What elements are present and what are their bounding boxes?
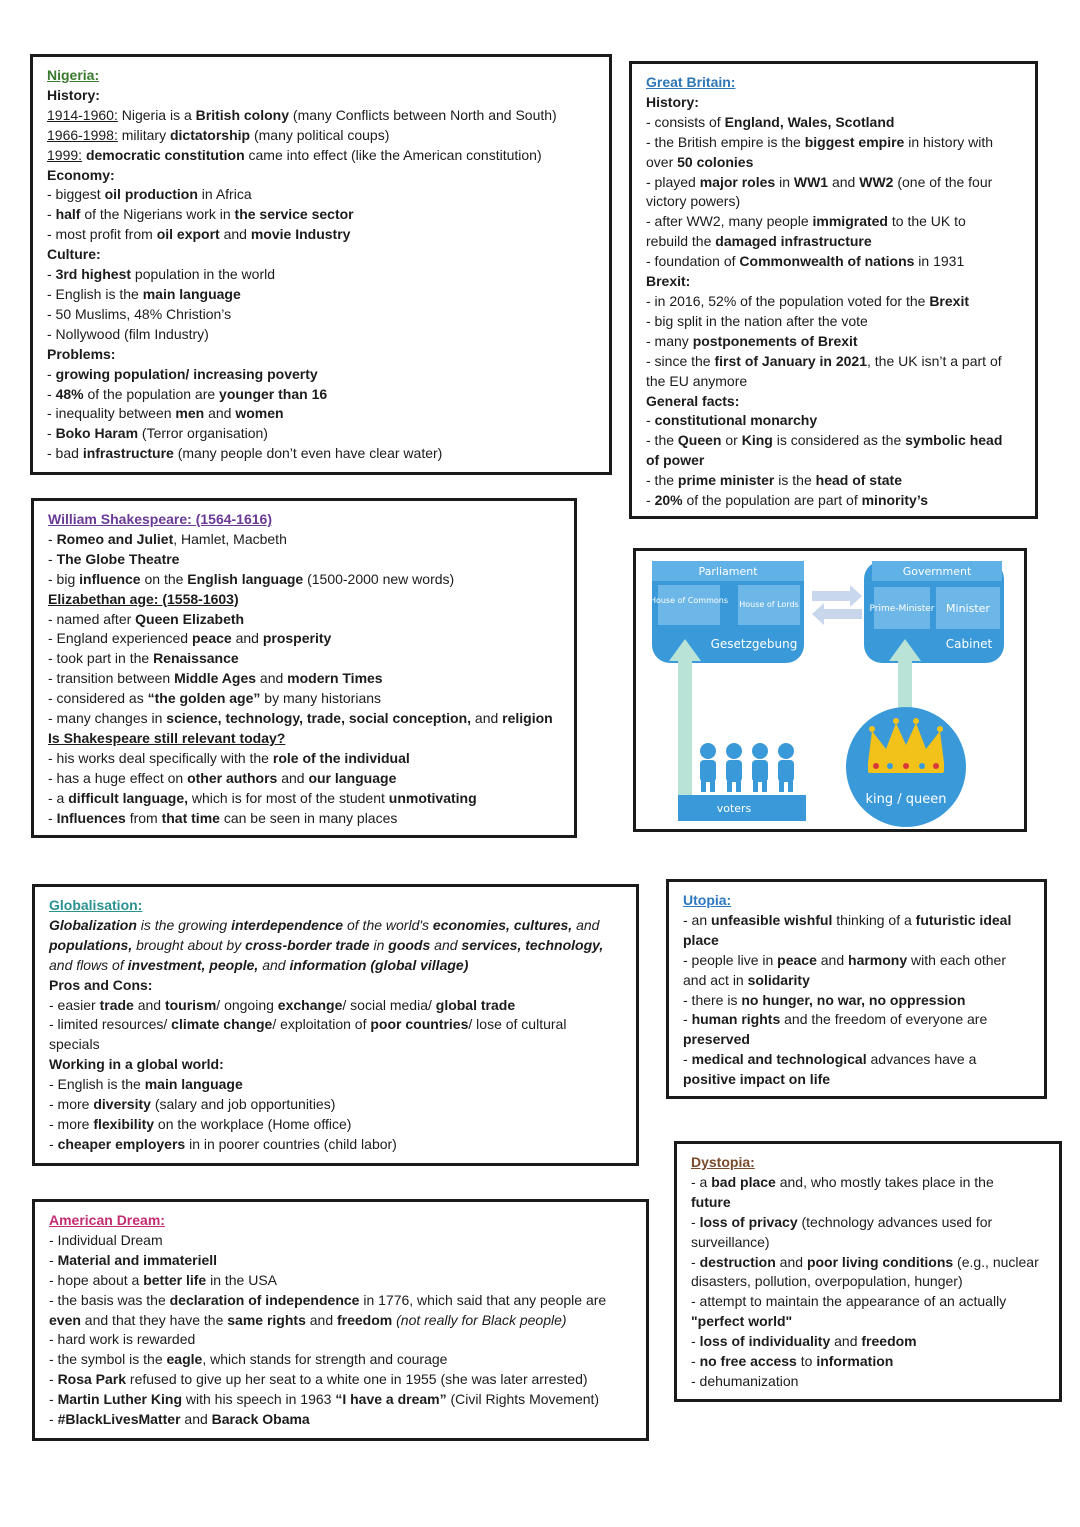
text-segment: WW2 xyxy=(859,173,894,190)
text-segment: Material and immateriell xyxy=(57,1251,218,1268)
bullet-line: - most profit from oil export and movie Industry xyxy=(47,226,351,243)
text-segment: and xyxy=(430,936,462,953)
text-segment: damaged infrastructure xyxy=(715,233,872,250)
bullet-line: - dehumanization xyxy=(691,1372,799,1389)
bullet-line: - English is the main language xyxy=(47,285,241,302)
text-segment: cheaper employers xyxy=(57,1135,186,1152)
utopia-title: Utopia: xyxy=(683,892,732,908)
text-segment: main language xyxy=(142,285,241,302)
bullet-line: - half of the Nigerians work in the service sector xyxy=(47,206,354,223)
text-segment: and flows of xyxy=(49,956,128,973)
text-segment: harmony xyxy=(848,951,908,968)
uk-government-diagram-svg xyxy=(636,551,1024,829)
bullet-line: - Romeo and Juliet, Hamlet, Macbeth xyxy=(48,530,287,547)
text-segment: information xyxy=(816,1353,894,1370)
section-label: General facts: xyxy=(646,392,740,409)
bullet-line: - Boko Haram (Terror organisation) xyxy=(47,425,268,442)
text-segment: cross-border trade xyxy=(245,936,370,953)
bullet-line: - Martin Luther King with his speech in 1963 “I have a dream” (Civil Rights Movement) xyxy=(49,1391,600,1408)
bullet-line: - medical and technological advances have a xyxy=(683,1051,977,1068)
text-segment: women xyxy=(235,405,284,422)
text-segment: men xyxy=(175,405,205,422)
text-segment: poor living conditions xyxy=(806,1253,954,1270)
text-segment: religion xyxy=(502,710,553,727)
text-segment: no hunger, no war, no oppression xyxy=(741,991,966,1008)
house-of-commons-label: House of Commons xyxy=(649,596,729,605)
arrow-to-parliament xyxy=(812,603,862,625)
text-segment: 48% xyxy=(55,385,84,402)
section-label: Brexit: xyxy=(646,273,691,290)
bullet-line: - a difficult language, which is for most of the student unmotivating xyxy=(48,789,477,806)
american-dream-box xyxy=(32,1199,649,1441)
text-segment: 50 colonies xyxy=(677,153,754,170)
text-segment: bad place xyxy=(711,1173,776,1190)
bullet-line: - cheaper employers in in poorer countries (child labor) xyxy=(49,1135,397,1152)
text-segment: Brexit xyxy=(929,292,969,309)
bullet-line: - growing population/ increasing poverty xyxy=(47,365,318,382)
text-segment: destruction xyxy=(699,1253,776,1270)
text-segment: science, technology, trade, social conception, xyxy=(166,710,472,727)
bullet-line: - Individual Dream xyxy=(49,1231,163,1248)
bullet-line: 1999: democratic constitution came into effect (like the American constitution) xyxy=(47,146,542,163)
text-segment: trade xyxy=(99,996,134,1013)
voters-label: voters xyxy=(716,802,752,815)
bullet-line xyxy=(683,1070,1030,1090)
bullet-line: - inequality between men and women xyxy=(47,405,284,422)
bullet-line xyxy=(646,451,1021,471)
bullet-line: - Material and immateriell xyxy=(49,1251,218,1268)
bullet-line: - Nollywood (film Industry) xyxy=(47,325,209,342)
bullet-line: - The Globe Theatre xyxy=(48,550,180,567)
bullet-line: - the basis was the declaration of independence in 1776, which said that any people are xyxy=(49,1291,607,1308)
bullet-line: - 3rd highest population in the world xyxy=(47,266,276,283)
bullet-line: - no free access to information xyxy=(691,1353,894,1370)
bullet-line: - England experienced peace and prosperity xyxy=(48,630,332,647)
bullet-line: victory powers) xyxy=(646,193,741,210)
text-segment: poor countries xyxy=(370,1016,469,1033)
globalisation-box xyxy=(32,884,639,1166)
text-segment: loss of privacy xyxy=(699,1213,798,1230)
bullet-line: - constitutional monarchy xyxy=(646,412,818,429)
text-segment: preserved xyxy=(683,1031,750,1048)
text-segment: oil export xyxy=(156,226,220,243)
bullet-line: - big influence on the English language (1500-2000 new words) xyxy=(48,570,455,587)
text-segment: medical and technological xyxy=(691,1051,867,1068)
government-label: Government xyxy=(902,565,972,578)
american-dream-title: American Dream: xyxy=(49,1212,165,1228)
text-segment: Influences xyxy=(56,809,126,826)
house-of-commons-box xyxy=(658,585,720,625)
dystopia-title: Dystopia: xyxy=(691,1154,755,1170)
bullet-line: - hard work is rewarded xyxy=(49,1331,196,1348)
bullet-line: - 50 Muslims, 48% Christion’s xyxy=(47,305,232,322)
text-segment: even xyxy=(49,1311,81,1328)
minister-label: Minister xyxy=(946,602,990,615)
text-segment: Barack Obama xyxy=(211,1411,310,1428)
text-segment: difficult language, xyxy=(68,789,189,806)
date-range: 1966-1998: xyxy=(47,126,118,143)
bullet-line: - loss of privacy (technology advances used for xyxy=(691,1213,993,1230)
bullet-line: - took part in the Renaissance xyxy=(48,650,239,667)
text-segment: brought about by xyxy=(132,936,246,953)
bullet-line: - played major roles in WW1 and WW2 (one of the four xyxy=(646,173,993,190)
text-segment: human rights xyxy=(691,1011,781,1028)
bullet-line xyxy=(683,1030,1030,1050)
gesetzgebung-label: Gesetzgebung xyxy=(710,637,798,651)
bullet-line: even and that they have the same rights and freedom (not really for Black people) xyxy=(49,1311,567,1328)
section-label: Working in a global world: xyxy=(49,1056,224,1073)
voter-figures-icon xyxy=(700,743,794,792)
text-segment: (not really for Black people) xyxy=(396,1311,567,1328)
cabinet-label: Cabinet xyxy=(945,637,993,651)
bullet-line: - an unfeasible wishful thinking of a futuristic ideal xyxy=(683,911,1012,928)
bullet-line: - easier trade and tourism/ ongoing exchange/ social media/ global trade xyxy=(49,996,516,1013)
text-segment: unfeasible wishful xyxy=(711,911,833,928)
text-segment: Queen Elizabeth xyxy=(135,610,245,627)
bullet-line: - biggest oil production in Africa xyxy=(47,186,252,203)
bullet-line: - big split in the nation after the vote xyxy=(646,312,868,329)
bullet-line: - English is the main language xyxy=(49,1076,243,1093)
bullet-line xyxy=(691,1193,1045,1213)
text-segment: that time xyxy=(161,809,220,826)
text-segment: Globalization xyxy=(49,916,137,933)
text-segment: eagle xyxy=(166,1351,203,1368)
text-segment: “I have a dream” xyxy=(335,1391,447,1408)
text-segment: freedom xyxy=(861,1333,917,1350)
great-britain-box xyxy=(629,61,1038,519)
american-dream-content xyxy=(49,1231,632,1430)
text-segment: our language xyxy=(308,769,397,786)
text-segment: dictatorship xyxy=(169,126,251,143)
bullet-line: - a bad place and, who mostly takes place in the xyxy=(691,1173,994,1190)
text-segment: exchange xyxy=(277,996,343,1013)
text-segment: “the golden age” xyxy=(147,690,261,707)
text-segment: tourism xyxy=(164,996,217,1013)
text-segment: populations, xyxy=(49,936,133,953)
date-range: 1999: xyxy=(47,146,83,163)
bullet-line: - human rights and the freedom of everyone are xyxy=(683,1011,988,1028)
text-segment: oil production xyxy=(104,186,198,203)
text-segment: Martin Luther King xyxy=(57,1391,182,1408)
house-of-lords-label: House of Lords xyxy=(739,600,799,609)
section-label: Problems: xyxy=(47,345,116,362)
bullet-line: specials xyxy=(49,1036,100,1053)
text-segment: immigrated xyxy=(812,213,888,230)
text-segment: modern Times xyxy=(287,670,383,687)
section-label: History: xyxy=(646,93,699,110)
text-segment: place xyxy=(683,931,719,948)
crown-arrow-shaft xyxy=(898,659,912,711)
bullet-line: - bad infrastructure (many people don’t even have clear water) xyxy=(47,445,443,462)
bullet-line: - loss of individuality and freedom xyxy=(691,1333,917,1350)
dystopia-content xyxy=(691,1173,1045,1392)
text-segment: climate change xyxy=(171,1016,273,1033)
shakespeare-content xyxy=(48,530,560,829)
bullet-line: surveillance) xyxy=(691,1233,770,1250)
text-segment: diversity xyxy=(93,1096,151,1113)
text-segment: infrastructure xyxy=(82,445,174,462)
bullet-line: 1966-1998: military dictatorship (many political coups) xyxy=(47,126,390,143)
uk-government-diagram xyxy=(633,548,1027,832)
text-segment: peace xyxy=(192,630,232,647)
text-segment: growing population/ increasing poverty xyxy=(55,365,318,382)
bullet-line: - many changes in science, technology, trade, social conception, and religion xyxy=(48,710,553,727)
text-segment: "perfect world" xyxy=(691,1313,793,1330)
globalisation-content xyxy=(49,976,622,1155)
date-range: 1914-1960: xyxy=(47,106,118,123)
prime-minister-label: Prime-Minister xyxy=(869,604,935,614)
bullet-line: - Rosa Park refused to give up her seat to a white one in 1955 (she was later arrested) xyxy=(49,1371,588,1388)
text-segment: loss of individuality xyxy=(699,1333,831,1350)
bullet-line: - the Queen or King is considered as the symbolic head xyxy=(646,432,1003,449)
bullet-line xyxy=(683,931,1030,951)
bullet-line: - consists of England, Wales, Scotland xyxy=(646,113,895,130)
text-segment: King xyxy=(741,432,773,449)
text-segment: younger than 16 xyxy=(219,385,328,402)
text-segment: main language xyxy=(144,1076,243,1093)
text-segment: prime minister xyxy=(677,472,775,489)
bullet-line: - attempt to maintain the appearance of an actually xyxy=(691,1293,1007,1310)
bullet-line: - after WW2, many people immigrated to the UK to xyxy=(646,213,966,230)
text-segment: role of the individual xyxy=(272,749,410,766)
text-segment: future xyxy=(691,1193,731,1210)
text-segment: democratic constitution xyxy=(85,146,245,163)
section-label: Culture: xyxy=(47,246,101,263)
text-segment: Boko Haram xyxy=(55,425,139,442)
bullet-line: - 48% of the population are younger than 16 xyxy=(47,385,328,402)
dystopia-box xyxy=(674,1141,1062,1402)
text-segment: head of state xyxy=(815,472,902,489)
section-label: Economy: xyxy=(47,166,115,183)
shakespeare-title: William Shakespeare: (1564-1616) xyxy=(48,511,272,527)
text-segment: and xyxy=(572,916,600,933)
bullet-line: - hope about a better life in the USA xyxy=(49,1271,278,1288)
text-segment: flexibility xyxy=(93,1115,155,1132)
voters-arrow-shaft xyxy=(678,659,692,807)
text-segment: 20% xyxy=(654,492,683,509)
bullet-line: - in 2016, 52% of the population voted for the Brexit xyxy=(646,292,969,309)
bullet-line: 1914-1960: Nigeria is a British colony (many Conflicts between North and South) xyxy=(47,106,557,123)
text-segment: and xyxy=(258,956,290,973)
text-segment: of power xyxy=(646,452,705,469)
bullet-line: - named after Queen Elizabeth xyxy=(48,610,245,627)
bullet-line: - since the first of January in 2021, the UK isn’t a part of xyxy=(646,352,1002,369)
bullet-line: and act in solidarity xyxy=(683,971,810,988)
bullet-line: rebuild the damaged infrastructure xyxy=(646,233,872,250)
text-segment: peace xyxy=(777,951,817,968)
bullet-line: - more flexibility on the workplace (Home office) xyxy=(49,1115,352,1132)
section-heading: Is Shakespeare still relevant today? xyxy=(48,729,286,746)
text-segment: Queen xyxy=(677,432,722,449)
text-segment: Romeo and Juliet xyxy=(56,530,174,547)
utopia-content xyxy=(683,911,1030,1090)
bullet-line: - there is no hunger, no war, no oppression xyxy=(683,991,966,1008)
text-segment: information (global village) xyxy=(289,956,469,973)
text-segment: English language xyxy=(187,570,304,587)
bullet-line: - #BlackLivesMatter and Barack Obama xyxy=(49,1411,310,1428)
globalisation-intro xyxy=(49,916,624,976)
text-segment: major roles xyxy=(699,173,776,190)
bullet-line: - has a huge effect on other authors and our language xyxy=(48,769,397,786)
section-label: History: xyxy=(47,86,100,103)
section-label: Pros and Cons: xyxy=(49,976,153,993)
globalisation-title: Globalisation: xyxy=(49,897,143,913)
text-segment: Commonwealth of nations xyxy=(739,253,915,270)
text-segment: unmotivating xyxy=(388,789,477,806)
text-segment: goods xyxy=(388,936,431,953)
text-segment: minority’s xyxy=(861,492,928,509)
bullet-line: - the British empire is the biggest empire in history with xyxy=(646,133,994,150)
bullet-line: - 20% of the population are part of minority’s xyxy=(646,492,928,509)
bullet-line: - limited resources/ climate change/ exploitation of poor countries/ lose of cultural xyxy=(49,1016,567,1033)
text-segment: futuristic ideal xyxy=(915,911,1012,928)
great-britain-title: Great Britain: xyxy=(646,74,736,90)
utopia-box xyxy=(666,879,1047,1099)
text-segment: no free access xyxy=(699,1353,797,1370)
text-segment: positive impact on life xyxy=(683,1071,831,1088)
bullet-line: - people live in peace and harmony with each other xyxy=(683,951,1006,968)
text-segment: other authors xyxy=(187,769,278,786)
text-segment: Middle Ages xyxy=(174,670,257,687)
text-segment: freedom xyxy=(337,1311,393,1328)
nigeria-box xyxy=(30,54,612,475)
text-segment: of the world's xyxy=(343,916,433,933)
text-segment: prosperity xyxy=(262,630,332,647)
text-segment: the service sector xyxy=(234,206,354,223)
arrow-to-government xyxy=(812,585,862,607)
text-segment: constitutional monarchy xyxy=(654,412,818,429)
text-segment: investment, people, xyxy=(127,956,259,973)
bullet-line: - the prime minister is the head of state xyxy=(646,472,902,489)
king-queen-label: king / queen xyxy=(865,792,947,807)
shakespeare-box xyxy=(31,498,577,838)
text-segment: movie Industry xyxy=(250,226,351,243)
text-segment: 3rd highest xyxy=(55,266,132,283)
great-britain-content xyxy=(646,93,1021,511)
text-segment: better life xyxy=(143,1271,207,1288)
text-segment: in xyxy=(369,936,389,953)
bullet-line: - more diversity (salary and job opportunities) xyxy=(49,1096,336,1113)
bullet-line: - the symbol is the eagle, which stands for strength and courage xyxy=(49,1351,448,1368)
text-segment: services, technology, xyxy=(461,936,604,953)
text-segment: influence xyxy=(79,570,141,587)
text-segment: global trade xyxy=(435,996,516,1013)
nigeria-content xyxy=(47,86,595,464)
text-segment: economies, cultures, xyxy=(432,916,573,933)
nigeria-title: Nigeria: xyxy=(47,67,100,83)
bullet-line: - destruction and poor living conditions (e.g., nuclear xyxy=(691,1253,1039,1270)
text-segment: same rights xyxy=(227,1311,306,1328)
text-segment: first of January in 2021 xyxy=(714,352,867,369)
bullet-line: - many postponements of Brexit xyxy=(646,332,858,349)
text-segment: WW1 xyxy=(793,173,829,190)
text-segment: England, Wales, Scotland xyxy=(724,113,895,130)
text-segment: half xyxy=(55,206,81,223)
text-segment: postponements of Brexit xyxy=(692,332,858,349)
bullet-line: - considered as “the golden age” by many historians xyxy=(48,690,382,707)
text-segment: British colony xyxy=(195,106,290,123)
text-segment: declaration of independence xyxy=(169,1291,360,1308)
parliament-label: Parliament xyxy=(698,565,758,578)
text-segment: is the growing xyxy=(136,916,232,933)
text-segment: The Globe Theatre xyxy=(56,550,180,567)
bullet-line: - transition between Middle Ages and modern Times xyxy=(48,670,383,687)
bullet-line: - his works deal specifically with the role of the individual xyxy=(48,749,410,766)
text-segment: symbolic head xyxy=(905,432,1003,449)
text-segment: solidarity xyxy=(747,971,810,988)
bullet-line: the EU anymore xyxy=(646,372,748,389)
text-segment: #BlackLivesMatter xyxy=(57,1411,181,1428)
section-heading: Elizabethan age: (1558-1603) xyxy=(48,590,239,607)
text-segment: biggest empire xyxy=(804,133,905,150)
bullet-line xyxy=(691,1312,1045,1332)
text-segment: Rosa Park xyxy=(57,1371,127,1388)
bullet-line: - Influences from that time can be seen in many places xyxy=(48,809,398,826)
text-segment: interdependence xyxy=(231,916,344,933)
text-segment: Renaissance xyxy=(153,650,239,667)
bullet-line: over 50 colonies xyxy=(646,153,754,170)
bullet-line: - foundation of Commonwealth of nations in 1931 xyxy=(646,253,965,270)
bullet-line: disasters, pollution, overpopulation, hunger) xyxy=(691,1273,963,1290)
